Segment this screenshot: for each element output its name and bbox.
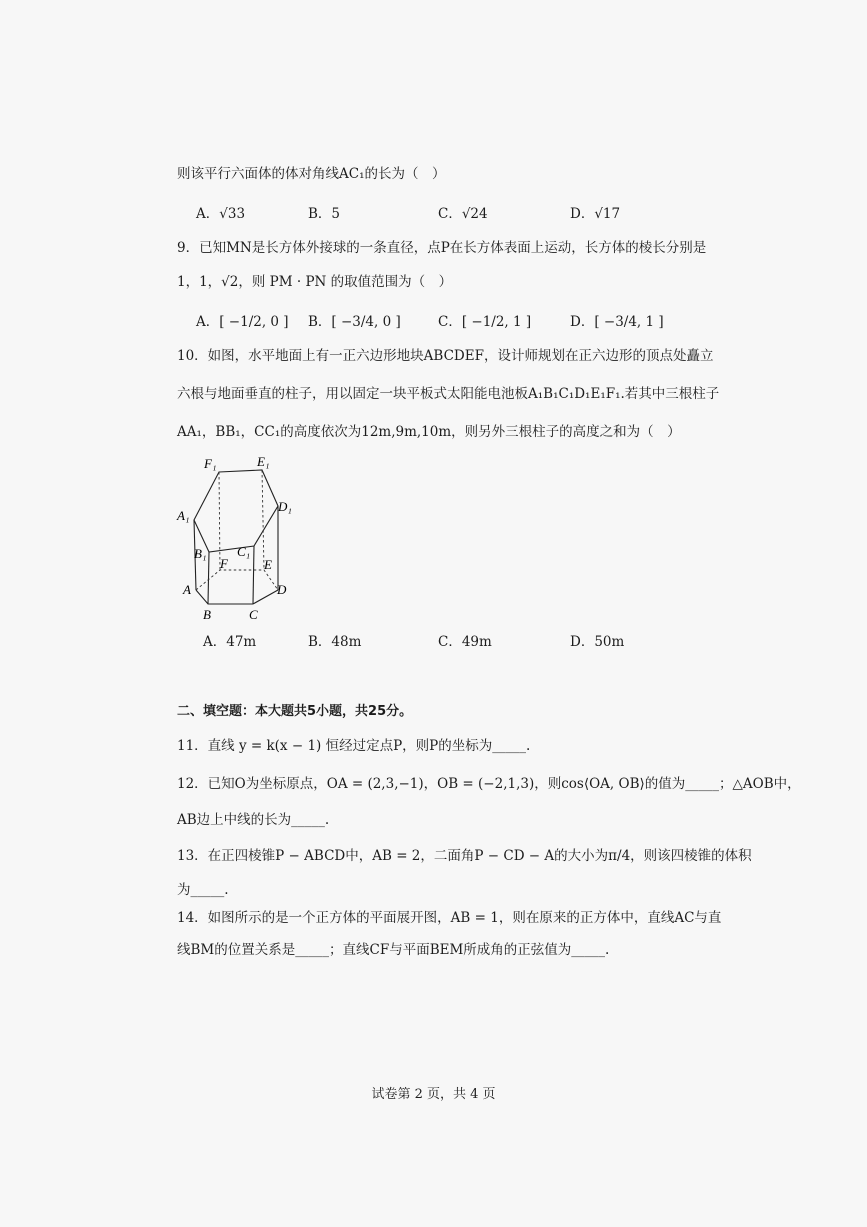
q8-option-a: A．√33 (196, 206, 246, 222)
q10-option-c: C．49m (438, 634, 492, 650)
q9-option-b: B．[ −3/4, 0 ] (308, 314, 401, 330)
label-d: D (277, 582, 287, 597)
label-a: A (183, 582, 191, 597)
label-c1: C₁ (237, 544, 251, 559)
q10-line-2: 六根与地面垂直的柱子，用以固定一块平板式太阳能电池板A₁B₁C₁D₁E₁F₁.若其中三根柱子 (177, 386, 720, 402)
label-d1: D₁ (278, 499, 292, 514)
q14-line-2: 线BM的位置关系是_____；直线CF与平面BEM所成角的正弦值为_____. (177, 942, 610, 958)
q12-line-1: 12．已知O为坐标原点，OA = (2,3,−1)，OB = (−2,1,3)，则cos⟨OA, OB⟩的值为_____；△AOB中， (177, 776, 801, 792)
label-b: B (203, 607, 211, 622)
label-f: F (220, 556, 228, 571)
q8-stem-tail: 则该平行六面体的体对角线AC₁的长为（ ） (177, 166, 446, 182)
label-e1: E₁ (257, 454, 270, 469)
hexagonal-prism-figure (172, 452, 302, 624)
q10-line-3: AA₁，BB₁，CC₁的高度依次为12m,9m,10m，则另外三根柱子的高度之和为（ ） (177, 424, 681, 440)
q10-line-1: 10．如图，水平地面上有一正六边形地块ABCDEF，设计师规划在正六边形的顶点处矗立 (177, 348, 714, 364)
q9-line-1: 9．已知MN是长方体外接球的一条直径，点P在长方体表面上运动，长方体的棱长分别是 (177, 240, 707, 256)
q9-option-d: D．[ −3/4, 1 ] (570, 314, 664, 330)
q8-option-d: D．√17 (570, 206, 621, 222)
q13-line-1: 13．在正四棱锥P − ABCD中，AB = 2，二面角P − CD − A的大小为π/4，则该四棱锥的体积 (177, 848, 752, 864)
q8-option-b: B．5 (308, 206, 341, 222)
label-c: C (249, 607, 258, 622)
q12-line-2: AB边上中线的长为_____. (177, 812, 330, 828)
q14-line-1: 14．如图所示的是一个正方体的平面展开图，AB = 1，则在原来的正方体中，直线AC与直 (177, 910, 722, 926)
q10-option-b: B．48m (308, 634, 362, 650)
label-a1: A₁ (177, 508, 190, 523)
label-f1: F₁ (204, 456, 217, 471)
q9-option-c: C．[ −1/2, 1 ] (438, 314, 532, 330)
q11-line-1: 11．直线 y = k(x − 1) 恒经过定点P，则P的坐标为_____. (177, 738, 531, 754)
page-footer: 试卷第 2 页，共 4 页 (371, 1087, 496, 1102)
q9-line-2: 1，1，√2，则 PM · PN 的取值范围为（ ） (177, 274, 453, 290)
q10-option-d: D．50m (570, 634, 625, 650)
label-e: E (264, 557, 272, 572)
q10-option-a: A．47m (203, 634, 257, 650)
q13-line-2: 为_____. (177, 882, 229, 898)
section-2-heading: 二、填空题：本大题共5小题，共25分。 (177, 704, 413, 719)
label-b1: B₁ (194, 546, 207, 561)
q9-option-a: A．[ −1/2, 0 ] (196, 314, 289, 330)
q8-option-c: C．√24 (438, 206, 488, 222)
